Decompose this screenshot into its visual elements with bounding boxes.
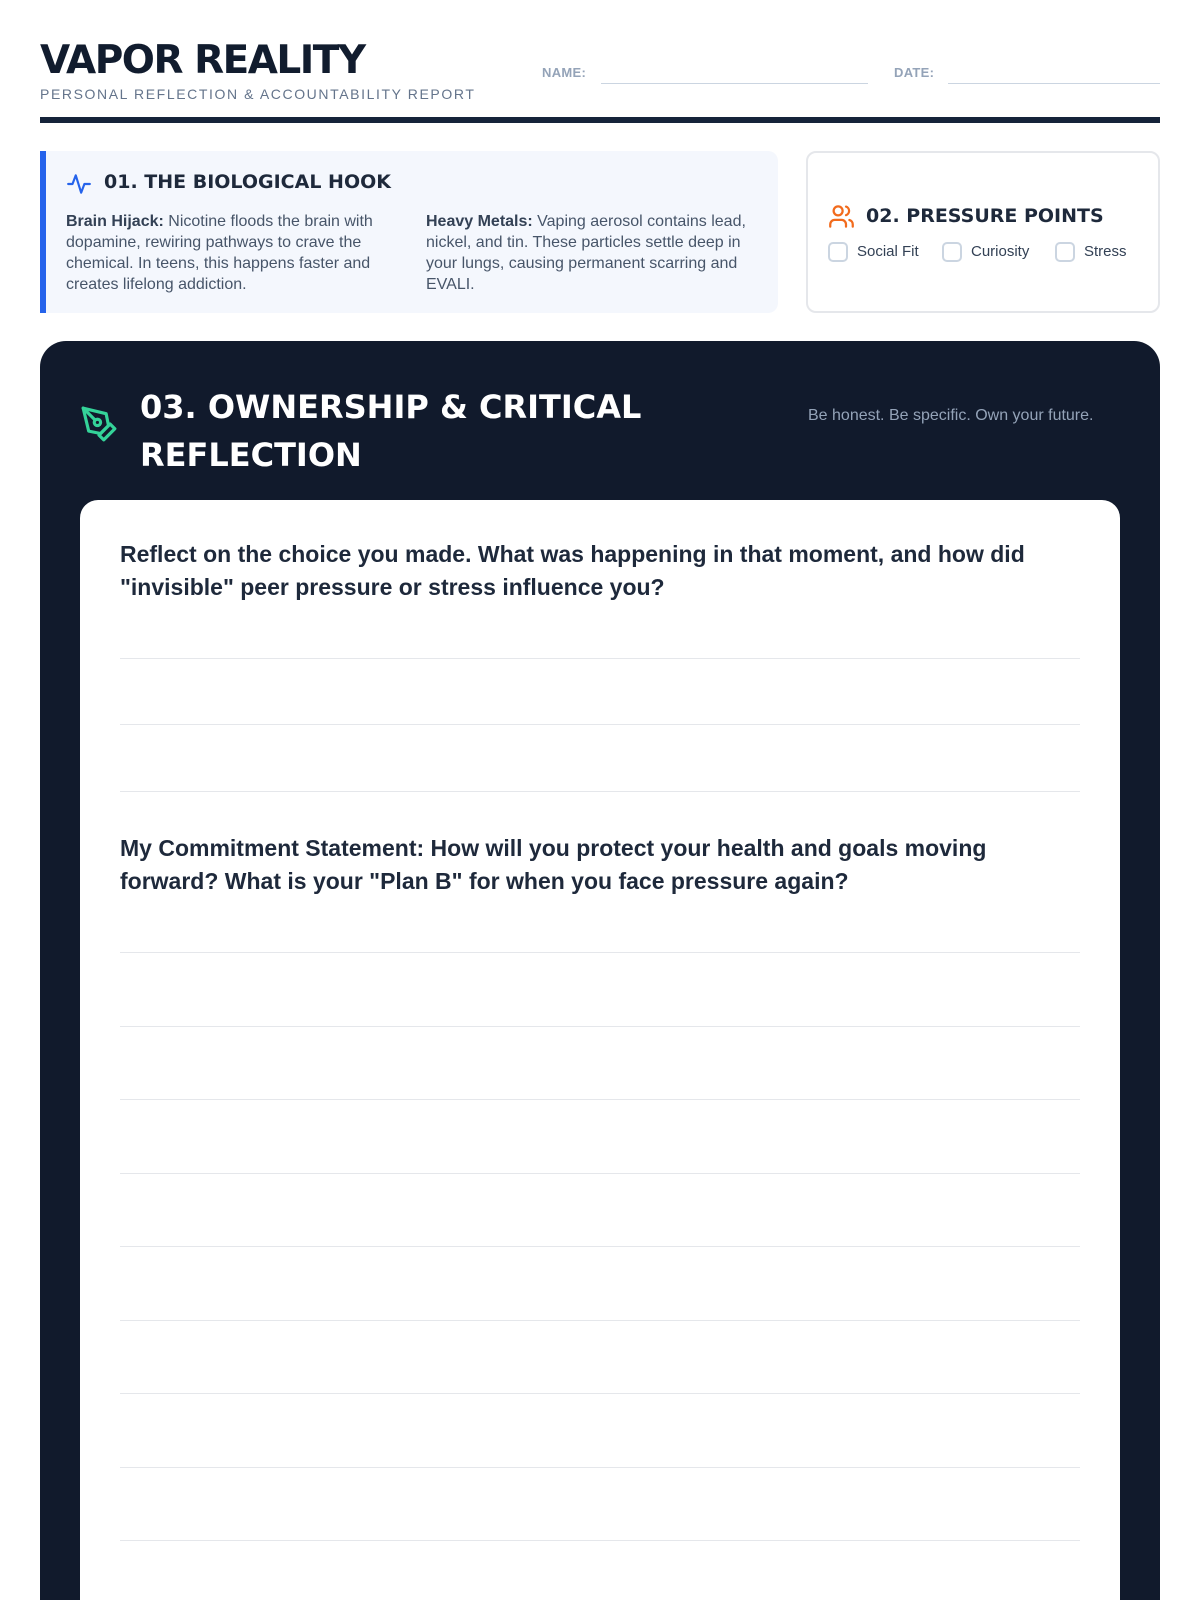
- pressure-points-heading: 02. PRESSURE POINTS: [866, 205, 1104, 227]
- pressure-points-card: [806, 151, 1160, 313]
- users-icon: [828, 203, 855, 230]
- biological-hook-card: [40, 151, 778, 313]
- header-divider: [40, 117, 1160, 123]
- commitment-answer-line[interactable]: [120, 1393, 1080, 1394]
- heavy-metals-text: [426, 211, 766, 295]
- social-fit-label: Social Fit: [857, 243, 919, 260]
- curiosity-label: Curiosity: [971, 243, 1030, 260]
- commitment-answer-line[interactable]: [120, 1467, 1080, 1468]
- ownership-heading: 03. OWNERSHIP & CRITICAL REFLECTION: [140, 388, 642, 474]
- reflection-panel: [80, 500, 1120, 1600]
- checkbox-square[interactable]: [828, 242, 848, 262]
- commitment-answer-line[interactable]: [120, 1099, 1080, 1100]
- commitment-question: My Commitment Statement: How will you protect your health and goals moving forward? What is your "Plan B" for when you face pressure again?: [120, 835, 987, 894]
- social-fit-checkbox[interactable]: [828, 242, 919, 262]
- reflection-answer-line[interactable]: [120, 658, 1080, 659]
- brain-hijack-text: [66, 211, 401, 295]
- stress-checkbox[interactable]: [1055, 242, 1127, 262]
- reflection-answer-line[interactable]: [120, 791, 1080, 792]
- reflection-answer-line[interactable]: [120, 724, 1080, 725]
- brain-hijack-label: Brain Hijack:: [66, 213, 164, 230]
- name-label: NAME:: [542, 65, 587, 80]
- date-field[interactable]: [948, 83, 1160, 84]
- commitment-answer-line[interactable]: [120, 1540, 1080, 1541]
- commitment-answer-line[interactable]: [120, 1246, 1080, 1247]
- commitment-answer-line[interactable]: [120, 1173, 1080, 1174]
- brain-hijack-body: Nicotine floods the brain with dopamine, rewiring pathways to crave the chemical. In teens, this happens faster and creates lifelong addiction.: [66, 213, 373, 293]
- checkbox-square[interactable]: [1055, 242, 1075, 262]
- ownership-note: Be honest. Be specific. Own your future.: [808, 407, 1094, 424]
- stress-label: Stress: [1084, 243, 1127, 260]
- reflection-question: Reflect on the choice you made. What was happening in that moment, and how did "invisible" peer pressure or stress influence you?: [120, 541, 1025, 600]
- biological-hook-heading: 01. THE BIOLOGICAL HOOK: [104, 171, 391, 193]
- curiosity-checkbox[interactable]: [942, 242, 1029, 262]
- name-field[interactable]: [601, 83, 868, 84]
- commitment-answer-line[interactable]: [120, 952, 1080, 953]
- heavy-metals-body: Vaping aerosol contains lead, nickel, and tin. These particles settle deep in your lungs, causing permanent scarring and EVALI.: [426, 213, 746, 293]
- checkbox-square[interactable]: [942, 242, 962, 262]
- heavy-metals-label: Heavy Metals:: [426, 213, 533, 230]
- commitment-answer-line[interactable]: [120, 1320, 1080, 1321]
- commitment-answer-line[interactable]: [120, 1026, 1080, 1027]
- page-subtitle: PERSONAL REFLECTION & ACCOUNTABILITY REPORT: [40, 86, 476, 102]
- page-title: VAPOR REALITY: [40, 38, 365, 83]
- pen-icon: [80, 405, 118, 443]
- ownership-section: [40, 341, 1160, 1600]
- page-header: [40, 36, 1160, 124]
- pulse-icon: [66, 171, 92, 197]
- date-label: DATE:: [894, 65, 935, 80]
